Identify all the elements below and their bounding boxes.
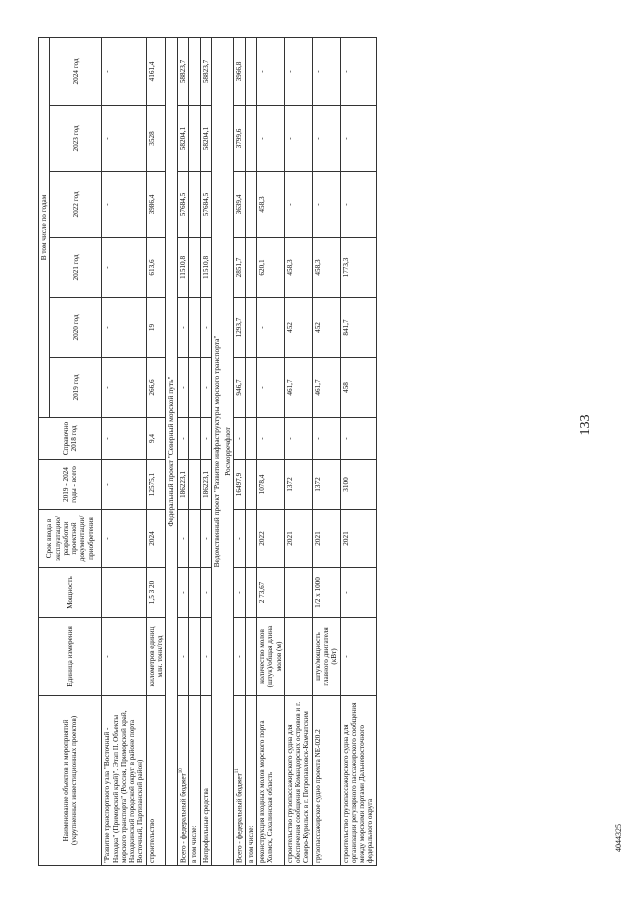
row-name: Всего - федеральный бюджет	[235, 773, 244, 863]
year-value-cell: 3986,4	[146, 172, 166, 238]
capacity-cell	[102, 568, 146, 618]
total-cell: 16497,9	[234, 460, 246, 510]
header-unit: Единица измерения	[39, 618, 102, 696]
section-title-northern-sea-route: Федеральный проект "Северный морской путь"	[166, 37, 178, 865]
year-value-cell: -	[340, 37, 376, 105]
year-value-cell: -	[102, 106, 146, 172]
ref-2018-cell: -	[102, 418, 146, 460]
year-value-cell: 620,1	[256, 238, 284, 298]
year-value-cell: -	[102, 358, 146, 418]
year-value-cell: -	[102, 172, 146, 238]
year-value-cell	[245, 37, 256, 105]
capacity-cell: -	[234, 568, 246, 618]
year-value-cell	[189, 106, 200, 172]
capacity-cell: -	[200, 568, 211, 618]
total-cell: -	[102, 460, 146, 510]
year-value-cell: 946,7	[234, 358, 246, 418]
total-cell: 186223,1	[177, 460, 189, 510]
unit-cell: количество молов (штук)/общая длина молов (м)	[256, 618, 284, 696]
header-capacity: Мощность	[39, 568, 102, 618]
year-value-cell: 57684,5	[200, 172, 211, 238]
year-value-cell: 458,3	[256, 172, 284, 238]
ref-2018-cell: -	[234, 418, 246, 460]
header-year-2021: 2021 год	[50, 238, 102, 298]
ref-2018-cell	[245, 418, 256, 460]
year-value-cell: 841,7	[340, 298, 376, 358]
capacity-cell	[284, 568, 312, 618]
row-name: грузопассажирское судно проекта NE-020.2	[313, 729, 322, 863]
row-name: в том числе:	[246, 825, 255, 863]
table-row	[146, 37, 166, 865]
year-value-cell: 58204,1	[177, 106, 189, 172]
year-value-cell: -	[284, 106, 312, 172]
year-value-cell: 3799,6	[234, 106, 246, 172]
year-value-cell: -	[177, 298, 189, 358]
unit-cell	[284, 618, 312, 696]
total-cell: 12575,1	[146, 460, 166, 510]
unit-cell: -	[340, 618, 376, 696]
investment-table	[38, 37, 377, 866]
capacity-cell: 1,5 3 20	[146, 568, 166, 618]
ref-2018-cell: -	[200, 418, 211, 460]
total-cell: 1372	[312, 460, 340, 510]
year-value-cell: 461,7	[284, 358, 312, 418]
row-name: строительство	[147, 819, 156, 863]
year-value-cell: -	[340, 172, 376, 238]
header-by-years: В том числе по годам	[39, 37, 50, 417]
year-value-cell: 3639,4	[234, 172, 246, 238]
year-value-cell: -	[340, 106, 376, 172]
term-cell: 2021	[284, 510, 312, 568]
year-value-cell: -	[312, 106, 340, 172]
table-row	[102, 37, 146, 865]
year-value-cell	[189, 298, 200, 358]
ref-2018-cell: -	[284, 418, 312, 460]
year-value-cell: 458	[340, 358, 376, 418]
total-cell: 1078,4	[256, 460, 284, 510]
table-row	[245, 37, 256, 865]
table-body-vostochny	[102, 37, 166, 865]
term-cell: -	[102, 510, 146, 568]
section-title-marine-infrastructure: Ведомственный проект "Развитие инфраструктуры морского транспорта"	[212, 37, 223, 865]
footnote-mark: 10	[178, 768, 184, 774]
year-value-cell	[189, 358, 200, 418]
row-name-cell	[189, 696, 200, 866]
header-total: 2019 - 2024 годы - всего	[39, 460, 102, 510]
header-year-2023: 2023 год	[50, 106, 102, 172]
header-year-2024: 2024 год	[50, 37, 102, 105]
year-value-cell: 3528	[146, 106, 166, 172]
row-name: Всего - федеральный бюджет	[179, 773, 188, 863]
table-row	[340, 37, 376, 865]
term-cell	[189, 510, 200, 568]
ref-2018-cell	[189, 418, 200, 460]
unit-cell	[189, 618, 200, 696]
year-value-cell: 1293,7	[234, 298, 246, 358]
row-name: Непрофильные средства	[201, 788, 210, 863]
year-value-cell: 11510,8	[177, 238, 189, 298]
row-name-cell	[102, 696, 146, 866]
year-value-cell: -	[256, 298, 284, 358]
year-value-cell: 266,6	[146, 358, 166, 418]
row-name-cell	[256, 696, 284, 866]
ref-2018-cell: -	[312, 418, 340, 460]
year-value-cell: -	[102, 238, 146, 298]
year-value-cell: 461,7	[312, 358, 340, 418]
unit-cell	[245, 618, 256, 696]
term-cell: -	[200, 510, 211, 568]
year-value-cell	[245, 358, 256, 418]
term-cell: 2024	[146, 510, 166, 568]
table-row	[177, 37, 189, 865]
table-row	[189, 37, 200, 865]
row-name-cell	[312, 696, 340, 866]
year-value-cell	[189, 37, 200, 105]
page-number: 133	[578, 414, 593, 436]
row-name-cell	[245, 696, 256, 866]
year-value-cell	[189, 238, 200, 298]
year-value-cell: -	[102, 37, 146, 105]
row-name: в том числе:	[190, 825, 199, 863]
header-name: Наименование объектов и мероприятий (укрупненных инвестиционных проектов)	[39, 696, 102, 866]
total-cell: 186223,1	[200, 460, 211, 510]
year-value-cell: 58823,7	[177, 37, 189, 105]
year-value-cell: -	[256, 106, 284, 172]
total-cell: 1372	[284, 460, 312, 510]
year-value-cell: -	[177, 358, 189, 418]
table-body-rosmorrechflot	[234, 37, 377, 865]
year-value-cell: 2851,7	[234, 238, 246, 298]
row-name: "Развитие транспортного узла "Восточный - Находка" (Приморский край)". Этап II. Объекты морского транспорта" (Россия, Приморский край, Находкинский городской округ в районе порта Восточный, Партизанский район)	[103, 710, 145, 863]
row-name: строительство грузопассажирского судна для обеспечения сообщения Командорских островов и г. Северо-Курильск в г. Петропавловск-Камчатским	[285, 701, 311, 863]
row-name-cell	[284, 696, 312, 866]
year-value-cell: -	[284, 172, 312, 238]
capacity-cell	[189, 568, 200, 618]
table-body-northern-sea-route	[177, 37, 211, 865]
year-value-cell: 4161,4	[146, 37, 166, 105]
total-cell	[189, 460, 200, 510]
year-value-cell	[245, 106, 256, 172]
year-value-cell: 452	[312, 298, 340, 358]
year-value-cell: -	[102, 298, 146, 358]
capacity-cell	[245, 568, 256, 618]
footnote-mark: 11	[235, 768, 241, 774]
header-ref-2018: Справочно 2018 год	[39, 418, 102, 460]
ref-2018-cell: -	[340, 418, 376, 460]
row-name-cell	[200, 696, 211, 866]
year-value-cell: 452	[284, 298, 312, 358]
year-value-cell: -	[256, 358, 284, 418]
capacity-cell: 2 73,67	[256, 568, 284, 618]
unit-cell: -	[102, 618, 146, 696]
table-row	[284, 37, 312, 865]
year-value-cell	[245, 298, 256, 358]
header-term: Срок ввода в эксплуатацию/ разработки проектной документации/ приобретения	[39, 510, 102, 568]
total-cell	[245, 460, 256, 510]
header-year-2022: 2022 год	[50, 172, 102, 238]
term-cell: 2021	[312, 510, 340, 568]
header-year-2019: 2019 год	[50, 358, 102, 418]
capacity-cell: -	[177, 568, 189, 618]
unit-cell: километров единиц млн. тонн/год	[146, 618, 166, 696]
year-value-cell: 458,3	[312, 238, 340, 298]
row-name-cell	[340, 696, 376, 866]
capacity-cell: 1/2 x 1000	[312, 568, 340, 618]
unit-cell: -	[234, 618, 246, 696]
ref-2018-cell: 9,4	[146, 418, 166, 460]
table-row	[234, 37, 246, 865]
year-value-cell: -	[312, 37, 340, 105]
year-value-cell: 613,6	[146, 238, 166, 298]
unit-cell: -	[200, 618, 211, 696]
row-name: строительство грузопассажирского судна для организации регулярного пассажирского сообщения между морскими портами Дальневосточного федерального округа	[341, 702, 375, 863]
year-value-cell: 19	[146, 298, 166, 358]
year-value-cell: 11510,8	[200, 238, 211, 298]
term-cell: -	[177, 510, 189, 568]
total-cell: 3100	[340, 460, 376, 510]
row-name-cell	[146, 696, 166, 866]
table-row	[312, 37, 340, 865]
table-row	[256, 37, 284, 865]
capacity-cell: -	[340, 568, 376, 618]
rotated-table-wrapper	[38, 38, 604, 866]
year-value-cell: -	[312, 172, 340, 238]
year-value-cell: -	[256, 37, 284, 105]
year-value-cell	[245, 172, 256, 238]
table-row	[200, 37, 211, 865]
document-id: 4044325	[614, 824, 623, 852]
header-year-2020: 2020 год	[50, 298, 102, 358]
year-value-cell	[245, 238, 256, 298]
row-name-cell	[234, 696, 246, 866]
term-cell: 2021	[340, 510, 376, 568]
year-value-cell: 58823,7	[200, 37, 211, 105]
section-title-rosmorrechflot: Росморречфлот	[223, 37, 234, 865]
row-name-cell	[177, 696, 189, 866]
year-value-cell: -	[200, 298, 211, 358]
year-value-cell: 57684,5	[177, 172, 189, 238]
year-value-cell: -	[200, 358, 211, 418]
term-cell: -	[234, 510, 246, 568]
unit-cell: штук/мощность главного двигателя (кВт)	[312, 618, 340, 696]
year-value-cell: 1773,3	[340, 238, 376, 298]
row-name: реконструкция входных молов морского порта Холмск, Сахалинская область	[257, 720, 275, 863]
ref-2018-cell: -	[177, 418, 189, 460]
year-value-cell: 58204,1	[200, 106, 211, 172]
term-cell	[245, 510, 256, 568]
year-value-cell: 3966,8	[234, 37, 246, 105]
unit-cell: -	[177, 618, 189, 696]
year-value-cell: -	[284, 37, 312, 105]
term-cell: 2022	[256, 510, 284, 568]
year-value-cell: 458,3	[284, 238, 312, 298]
year-value-cell	[189, 172, 200, 238]
ref-2018-cell: -	[256, 418, 284, 460]
